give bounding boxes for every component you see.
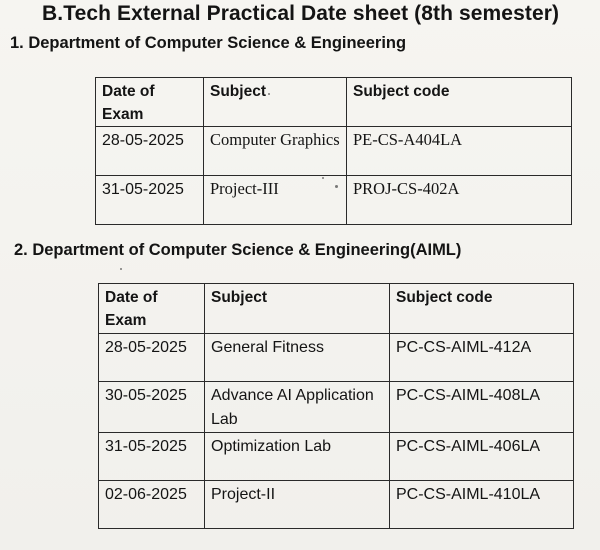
exam-date: 28-05-2025: [99, 334, 205, 382]
subject-name: General Fitness: [205, 334, 390, 382]
subject-code: PC-CS-AIML-412A: [390, 334, 574, 382]
subject-name: Computer Graphics: [204, 127, 347, 176]
subject-name: Project-III: [204, 176, 347, 225]
subject-code: PE-CS-A404LA: [347, 127, 572, 176]
header-date: Date of Exam: [96, 78, 204, 127]
section-2-heading: 2. Department of Computer Science & Engineering(AIML): [14, 241, 462, 259]
scan-speck: [335, 185, 338, 188]
scan-speck: [322, 177, 324, 179]
exam-date: 31-05-2025: [96, 176, 204, 225]
table-row: [96, 127, 572, 176]
subject-code: PC-CS-AIML-406LA: [390, 433, 574, 481]
table-row: [96, 176, 572, 225]
exam-date: 02-06-2025: [99, 481, 205, 529]
subject-code: PC-CS-AIML-408LA: [390, 382, 574, 433]
subject-code: PROJ-CS-402A: [347, 176, 572, 225]
table-row: [99, 481, 574, 529]
header-date: Date of Exam: [99, 284, 205, 334]
table-header-row: [96, 78, 572, 127]
header-code: Subject code: [390, 284, 574, 334]
table-header-row: [99, 284, 574, 334]
exam-date: 31-05-2025: [99, 433, 205, 481]
section-2-table: [98, 283, 574, 529]
subject-name: Optimization Lab: [205, 433, 390, 481]
page-title: B.Tech External Practical Date sheet (8th semester): [42, 2, 560, 25]
section-1-table: [95, 77, 572, 225]
subject-code: PC-CS-AIML-410LA: [390, 481, 574, 529]
header-subject: Subject: [205, 284, 390, 334]
scan-speck: [268, 93, 270, 95]
subject-name: Project-II: [205, 481, 390, 529]
exam-date: 28-05-2025: [96, 127, 204, 176]
header-subject: Subject: [204, 78, 347, 127]
header-code: Subject code: [347, 78, 572, 127]
section-1-heading: 1. Department of Computer Science & Engineering: [10, 34, 407, 52]
subject-name: Advance AI Application Lab: [205, 382, 390, 433]
table-row: [99, 382, 574, 433]
table-row: [99, 433, 574, 481]
exam-date: 30-05-2025: [99, 382, 205, 433]
table-row: [99, 334, 574, 382]
scan-speck: [120, 268, 122, 270]
